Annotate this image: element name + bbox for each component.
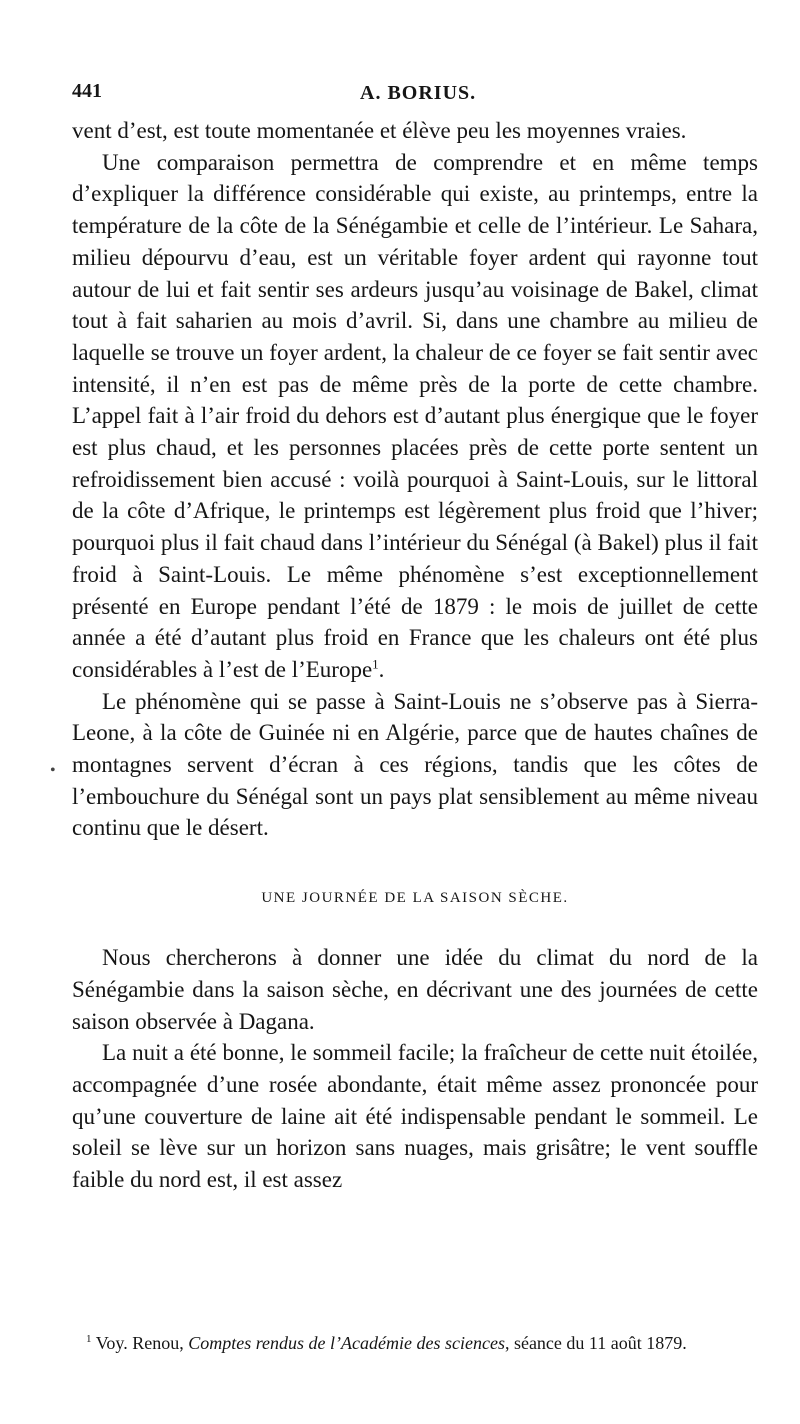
footnote-citation-title: Comptes rendus de l’Académie des sciences (188, 1333, 505, 1353)
paragraph-2 (72, 147, 758, 686)
footnote-text-before: Voy. Renou, (95, 1333, 189, 1353)
margin-mark: • (50, 762, 56, 779)
footnote-text-after: , séance du 11 août 1879. (504, 1333, 687, 1353)
paragraph-4-text: Nous chercherons à donner une idée du climat du nord de la Sénégambie dans la saison sèche, en décrivant une des journées de cette saison observée à Dagana. (72, 945, 758, 1034)
paragraph-4 (72, 942, 758, 1037)
paragraph-5 (72, 1037, 758, 1196)
paragraph-2-end: . (378, 656, 385, 682)
page-body (72, 115, 758, 1196)
running-head: A. BORIUS. (360, 82, 477, 104)
section-heading: UNE JOURNÉE DE LA SAISON SÈCHE. (261, 890, 569, 907)
page-header (72, 80, 758, 110)
paragraph-3-text: Le phénomène qui se passe à Saint-Louis ne s’observe pas à Sierra-Leone, à la côte de Guinée ni en Algérie, parce que de hautes chaînes de montagnes servent d’écran à ces régions, tandis que les côtes de l’embouchure du Sénégal sont un pays plat sensiblement au même niveau continu que le désert. (72, 688, 758, 841)
paragraph-5-text: La nuit a été bonne, le sommeil facile; la fraîcheur de cette nuit étoilée, accompagnée d’une rosée abondante, était même assez prononcée pour qu’une couverture de laine ait été indispensable pendant le sommeil. Le soleil se lève sur un horizon sans nuages, mais grisâtre; le vent souffle faible du nord est, il est assez (72, 1040, 758, 1193)
paragraph-1-text: vent d’est, est toute momentanée et élève peu les moyennes vraies. (72, 118, 687, 143)
footnote-reference[interactable]: 1 (372, 656, 379, 672)
paragraph-3 (72, 686, 758, 845)
footnote-mark: 1 (86, 1333, 92, 1345)
footnote (72, 1328, 758, 1359)
paragraph-1 (72, 115, 758, 147)
page-number: 441 (72, 80, 102, 102)
paragraph-2-text: Une comparaison permettra de comprendre et en même temps d’expliquer la différence considérable qui existe, au printemps, entre la température de la côte de la Sénégambie et celle de l’intérieur. Le Sahara, milieu dépourvu d’eau, est un véritable foyer ardent qui rayonne tout autour de lui et fait sentir ses ardeurs jusqu’au voisinage de Bakel, climat tout à fait saharien au mois d’avril. Si, dans une chambre au milieu de laquelle se trouve un foyer ardent, la chaleur de ce foyer se fait sentir avec intensité, il n’en est pas de même près de la porte de cette chambre. L’appel fait à l’air froid du dehors est d’autant plus énergique que le foyer est plus chaud, et les personnes placées près de cette porte sentent un refroidissement bien accusé : voilà pourquoi à Saint-Louis, sur le littoral de la côte d’Afrique, le printemps est légèrement plus froid que l’hiver; pourquoi plus il fait chaud dans l’intérieur du Sénégal (à Bakel) plus il fait froid à Saint-Louis. Le même phénomène s’est exceptionnellement présenté en Europe pendant l’été de 1879 : le mois de juillet de cette année a été d’autant plus froid en France que les chaleurs ont été plus considérables à l’est de l’Europe (72, 149, 758, 682)
